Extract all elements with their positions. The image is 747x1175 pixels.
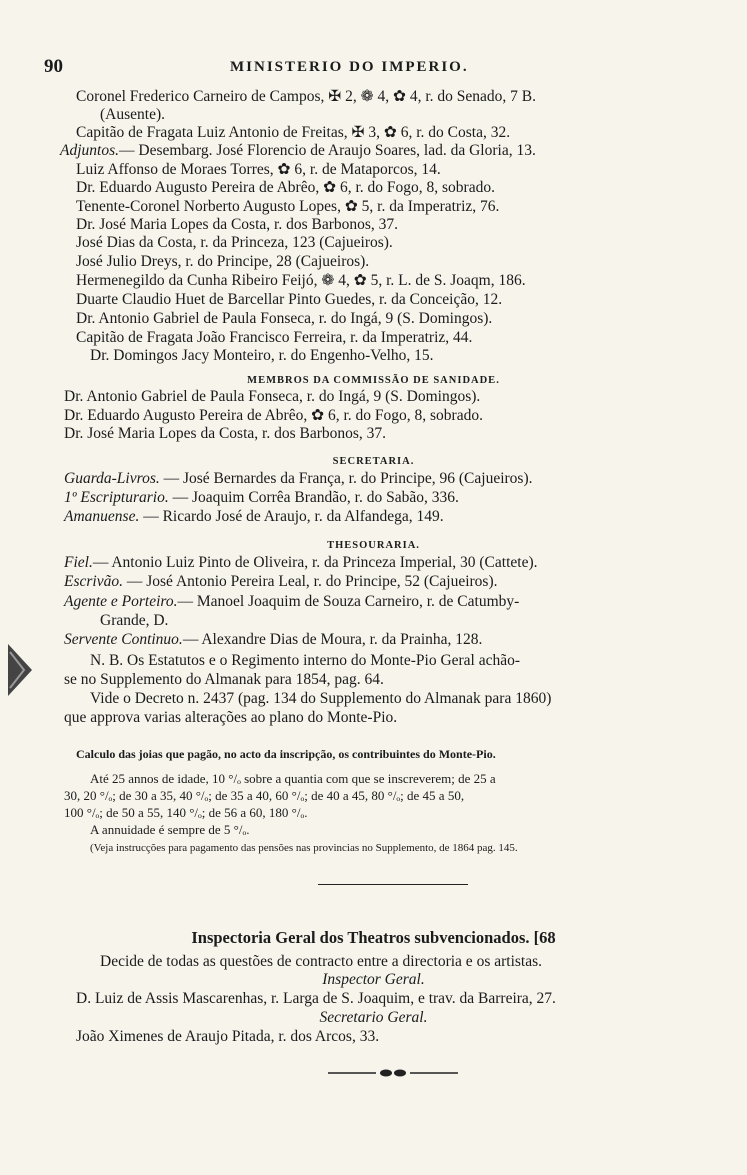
role-label: Guarda-Livros. (64, 470, 160, 487)
inspector-label (40, 971, 707, 989)
vide-note: Vide o Decreto n. 2437 (pag. 134 do Supplemento do Almanak para 1860) (90, 690, 552, 707)
secretaria-row (64, 470, 717, 488)
ornament-divider (328, 1068, 458, 1078)
page-number: 90 (44, 56, 63, 77)
page-title: MINISTERIO DO IMPERIO. (230, 59, 469, 75)
adjunto-item: Dr. José Maria Lopes da Costa, r. dos Barbonos, 37. (76, 216, 399, 233)
sanidade-item: Dr. Antonio Gabriel de Paula Fonseca, r. do Ingá, 9 (S. Domingos). (64, 388, 481, 405)
secretaria-row (64, 508, 717, 526)
section-heading-secretaria: SECRETARIA. (332, 456, 415, 467)
thesouraria-row (64, 554, 717, 572)
theatros-description: Decide de todas as questões de contracto entre a directoria e os artistas. (100, 953, 542, 970)
adjunto-item: Dr. Antonio Gabriel de Paula Fonseca, r. do Ingá, 9 (S. Domingos). (76, 310, 493, 327)
thesouraria-row-cont: Grande, D. (100, 612, 169, 629)
secretario-label (40, 1009, 707, 1027)
calculo-heading: Calculo das joias que pagão, no acto da inscripção, os contribuintes do Monte-Pio. (76, 747, 496, 761)
adjunto-item: Duarte Claudio Huet de Barcellar Pinto Guedes, r. da Conceição, 12. (76, 291, 503, 308)
adjunto-item: José Dias da Costa, r. da Princeza, 123 (Cajueiros). (76, 234, 393, 251)
role-holder: — Manoel Joaquim de Souza Carneiro, r. de Catumby- (177, 593, 520, 610)
adjunto-item: Tenente-Coronel Norberto Augusto Lopes, ✿ 5, r. da Imperatriz, 76. (76, 198, 500, 215)
role-label: Fiel. (64, 554, 93, 571)
vide-note: que approva varias alterações ao plano do Monte-Pio. (64, 709, 398, 726)
secretaria-row (64, 489, 717, 507)
role-holder: — Joaquim Corrêa Brandão, r. do Sabão, 336. (168, 489, 459, 506)
adjunto-item: Dr. Domingos Jacy Monteiro, r. do Engenho-Velho, 15. (90, 347, 434, 364)
role-holder: — Alexandre Dias de Moura, r. da Prainha, 128. (182, 631, 483, 648)
nb-note: N. B. Os Estatutos e o Regimento interno do Monte-Pio Geral achão- (90, 652, 521, 669)
role-label: Servente Continuo. (64, 631, 183, 648)
section-divider (318, 884, 468, 885)
role-label: 1º Escripturario. (64, 489, 169, 506)
entry-line: (Ausente). (100, 106, 165, 123)
adjuntos-label: Adjuntos. (60, 142, 119, 159)
entry-line: Capitão de Fragata Luiz Antonio de Freitas, ✠ 3, ✿ 6, r. do Costa, 32. (76, 124, 511, 141)
adjunto-item: José Julio Dreys, r. do Principe, 28 (Cajueiros). (76, 253, 370, 270)
adjunto-item: Capitão de Fragata João Francisco Ferreira, r. da Imperatriz, 44. (76, 329, 473, 346)
role-holder: — José Bernardes da França, r. do Principe, 96 (Cajueiros). (159, 470, 533, 487)
section-heading-thesouraria: THESOURARIA. (327, 540, 420, 551)
calculo-text: 100 °/ₒ; de 50 a 55, 140 °/ₒ; de 56 a 60, 180 °/ₒ. (64, 805, 308, 820)
role-label: Escrivão. (64, 573, 123, 590)
calculo-text: A annuidade é sempre de 5 °/ₒ. (90, 822, 250, 837)
nb-note: se no Supplemento do Almanak para 1854, pag. 64. (64, 671, 384, 688)
thesouraria-row (64, 593, 717, 611)
role-holder: — Antonio Luiz Pinto de Oliveira, r. da Princeza Imperial, 30 (Cattete). (92, 554, 538, 571)
role-holder: — José Antonio Pereira Leal, r. do Principe, 52 (Cajueiros). (122, 573, 498, 590)
section-heading-sanidade: MEMBROS DA COMMISSÃO DE SANIDADE. (247, 375, 500, 386)
calculo-text: 30, 20 °/ₒ; de 30 a 35, 40 °/ₒ; de 35 a 40, 60 °/ₒ; de 40 a 45, 80 °/ₒ; de 45 a 50, (64, 788, 465, 803)
adjuntos-line (60, 142, 717, 160)
adjunto-item: Luiz Affonso de Moraes Torres, ✿ 6, r. de Mataporcos, 14. (76, 161, 441, 178)
sanidade-item: Dr. Eduardo Augusto Pereira de Abrêo, ✿ 6, r. do Fogo, 8, sobrado. (64, 407, 483, 424)
inspector-entry: D. Luiz de Assis Mascarenhas, r. Larga de S. Joaquim, e trav. da Barreira, 27. (76, 990, 556, 1007)
thesouraria-row (64, 631, 717, 649)
adjunto-item: Dr. Eduardo Augusto Pereira de Abrêo, ✿ 6, r. do Fogo, 8, sobrado. (76, 179, 495, 196)
adjuntos-first: — Desembarg. José Florencio de Araujo Soares, lad. da Gloria, 13. (119, 142, 536, 159)
secretario-label-text: Secretario Geral. (319, 1009, 428, 1026)
entry-line: Coronel Frederico Carneiro de Campos, ✠ 2, ❁ 4, ✿ 4, r. do Senado, 7 B. (76, 88, 536, 105)
role-label: Amanuense. (64, 508, 140, 525)
calculo-note: (Veja instrucções para pagamento das pensões nas provincias no Supplemento, de 1864 pag. 145. (90, 842, 518, 854)
adjunto-item: Hermenegildo da Cunha Ribeiro Feijó, ❁ 4, ✿ 5, r. L. de S. Joaqm, 186. (76, 272, 526, 289)
sanidade-item: Dr. José Maria Lopes da Costa, r. dos Barbonos, 37. (64, 425, 387, 442)
calculo-text: Até 25 annos de idade, 10 °/ₒ sobre a quantia com que se inscreverem; de 25 a (90, 771, 496, 786)
binding-mark (6, 640, 36, 700)
inspector-label-text: Inspector Geral. (322, 971, 425, 988)
thesouraria-row (64, 573, 717, 591)
role-holder: — Ricardo José de Araujo, r. da Alfandega, 149. (139, 508, 444, 525)
role-label: Agente e Porteiro. (64, 593, 178, 610)
theatros-heading: Inspectoria Geral dos Theatros subvencionados. [68 (191, 928, 556, 947)
secretario-entry: João Ximenes de Araujo Pitada, r. dos Arcos, 33. (76, 1028, 380, 1045)
